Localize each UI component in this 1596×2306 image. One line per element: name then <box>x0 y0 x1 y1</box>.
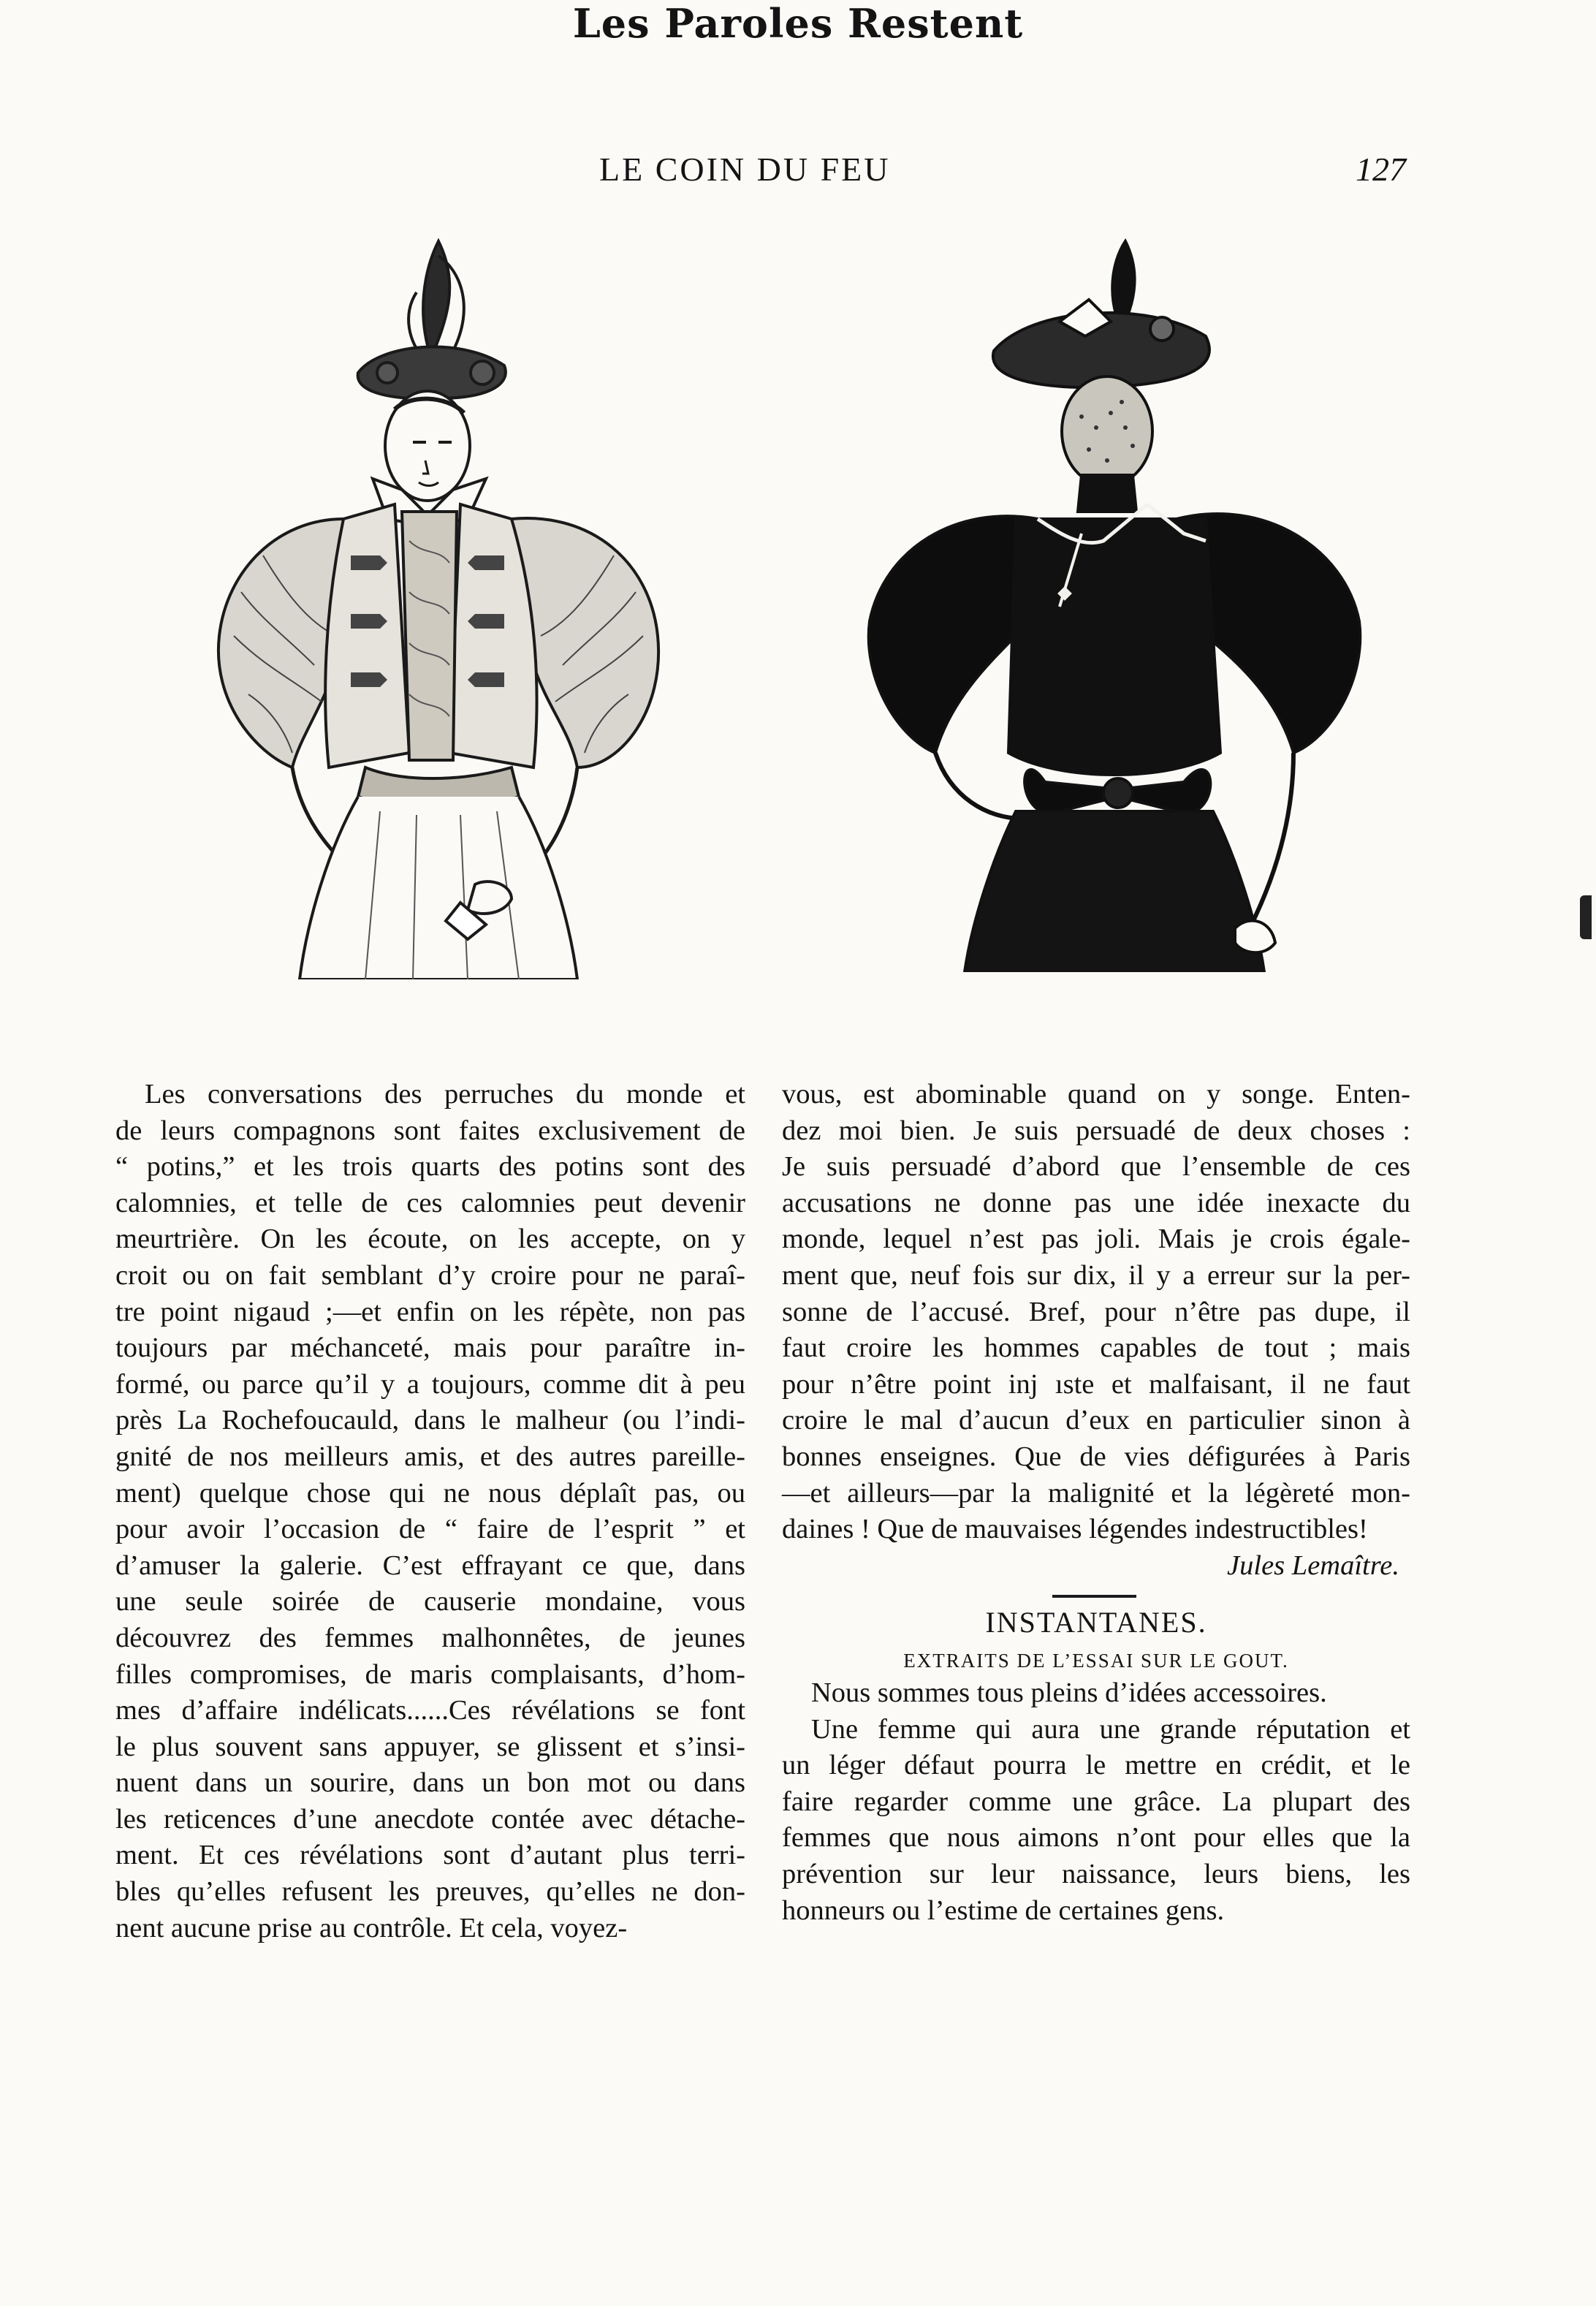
text-line: filles compromises, de maris complaisants, d’hom- <box>115 1658 745 1690</box>
fashion-illustration-woman-dark-jacket <box>840 227 1425 972</box>
text-line: bonnes enseignes. Que de vies défigurées à Paris <box>782 1441 1410 1472</box>
text-line: accusations ne donne pas une idée inexacte du <box>782 1187 1410 1218</box>
right-column <box>782 1077 1410 1584</box>
page-number: 127 <box>1356 151 1406 188</box>
text-line: mes d’affaire indélicats......Ces révélations se font <box>115 1695 745 1726</box>
text-line: vous, est abominable quand on y songe. Enten- <box>782 1079 1410 1110</box>
section-text-line: un léger défaut pourra le mettre en crédit, et le <box>782 1750 1410 1781</box>
text-line: calomnies, et telle de ces calomnies peut devenir <box>115 1187 745 1218</box>
text-line: formé, ou parce qu’il y a toujours, comme dit à peu <box>115 1368 745 1400</box>
text-line: sonne de l’accusé. Bref, pour n’être pas dupe, il <box>782 1296 1410 1327</box>
section-rule <box>1052 1595 1136 1598</box>
section-title: INSTANTANES. <box>985 1606 1207 1639</box>
section-subtitle: EXTRAITS DE L’ESSAI SUR LE GOUT. <box>903 1650 1289 1672</box>
section-body <box>782 1675 1410 1929</box>
running-head: LE COIN DU FEU <box>599 151 891 188</box>
text-line: croit ou on fait semblant d’y croire pour ne paraî- <box>115 1259 745 1291</box>
section-paragraph-1: Nous sommes tous pleins d’idées accessoires. <box>811 1677 1327 1708</box>
text-line: monde, lequel n’est pas joli. Mais je crois égale- <box>782 1224 1410 1255</box>
section-text-line: femmes que nous aimons n’ont pour elles que la <box>782 1822 1410 1854</box>
text-line: le plus souvent sans appuyer, se glissent et s’insi- <box>115 1731 745 1762</box>
text-line: faut croire les hommes capables de tout ; mais <box>782 1332 1410 1364</box>
text-line: une seule soirée de causerie mondaine, vous <box>115 1586 745 1617</box>
section-text-line: prévention sur leur naissance, leurs biens, les <box>782 1858 1410 1889</box>
text-line: meurtrière. On les écoute, on les accepte, on y <box>115 1224 745 1255</box>
text-line: Les conversations des perruches du monde et <box>145 1079 745 1110</box>
section-text-line: faire regarder comme une grâce. La plupart des <box>782 1786 1410 1817</box>
text-line: les reticences d’une anecdote contée avec détache- <box>115 1803 745 1835</box>
text-line: Je suis persuadé d’abord que l’ensemble de ces <box>782 1151 1410 1183</box>
fashion-illustration-woman-light-jacket <box>197 227 745 979</box>
text-line: ment) quelque chose qui ne nous déplaît pas, ou <box>115 1477 745 1509</box>
text-line: daines ! Que de mauvaises légendes indestructibles! <box>782 1514 1368 1545</box>
signature: Jules Lemaître. <box>1227 1550 1399 1581</box>
text-line: près La Rochefoucauld, dans le malheur (ou l’indi- <box>115 1405 745 1436</box>
text-line: ment que, neuf fois sur dix, il y a erreur sur la per- <box>782 1259 1410 1291</box>
text-line: tre point nigaud ;—et enfin on les répète, non pas <box>115 1296 745 1327</box>
margin-mark <box>1580 895 1592 939</box>
text-line: gnité de nos meilleurs amis, et des autres pareille- <box>115 1441 745 1472</box>
left-column <box>115 1077 745 1946</box>
text-line: pour avoir l’occasion de “ faire de l’esprit ” et <box>115 1514 745 1545</box>
text-line: bles qu’elles refusent les preuves, qu’elles ne don- <box>115 1876 745 1908</box>
text-line: découvrez des femmes malhonnêtes, de jeunes <box>115 1622 745 1653</box>
text-line: dez moi bien. Je suis persuadé de deux choses : <box>782 1115 1410 1146</box>
text-line: pour n’être point inj ıste et malfaisant, il ne faut <box>782 1368 1410 1400</box>
section-text-line: Une femme qui aura une grande réputation et <box>811 1713 1410 1745</box>
article-title: Les Paroles Restent <box>572 0 1024 47</box>
text-line: “ potins,” et les trois quarts des potins sont des <box>115 1151 745 1183</box>
text-line: —et ailleurs—par la malignité et la légèreté mon- <box>782 1477 1410 1509</box>
text-line: croire le mal d’aucun d’eux en particulier sinon à <box>782 1405 1410 1436</box>
text-line: ment. Et ces révélations sont d’autant plus terri- <box>115 1840 745 1871</box>
text-line: nuent dans un sourire, dans un bon mot ou dans <box>115 1767 745 1799</box>
text-line: de leurs compagnons sont faites exclusivement de <box>115 1115 745 1146</box>
text-line: nent aucune prise au contrôle. Et cela, voyez- <box>115 1912 628 1943</box>
section-text-line: honneurs ou l’estime de certaines gens. <box>782 1895 1225 1926</box>
text-line: toujours par méchanceté, mais pour paraître in- <box>115 1332 745 1364</box>
text-line: d’amuser la galerie. C’est effrayant ce que, dans <box>115 1550 745 1581</box>
